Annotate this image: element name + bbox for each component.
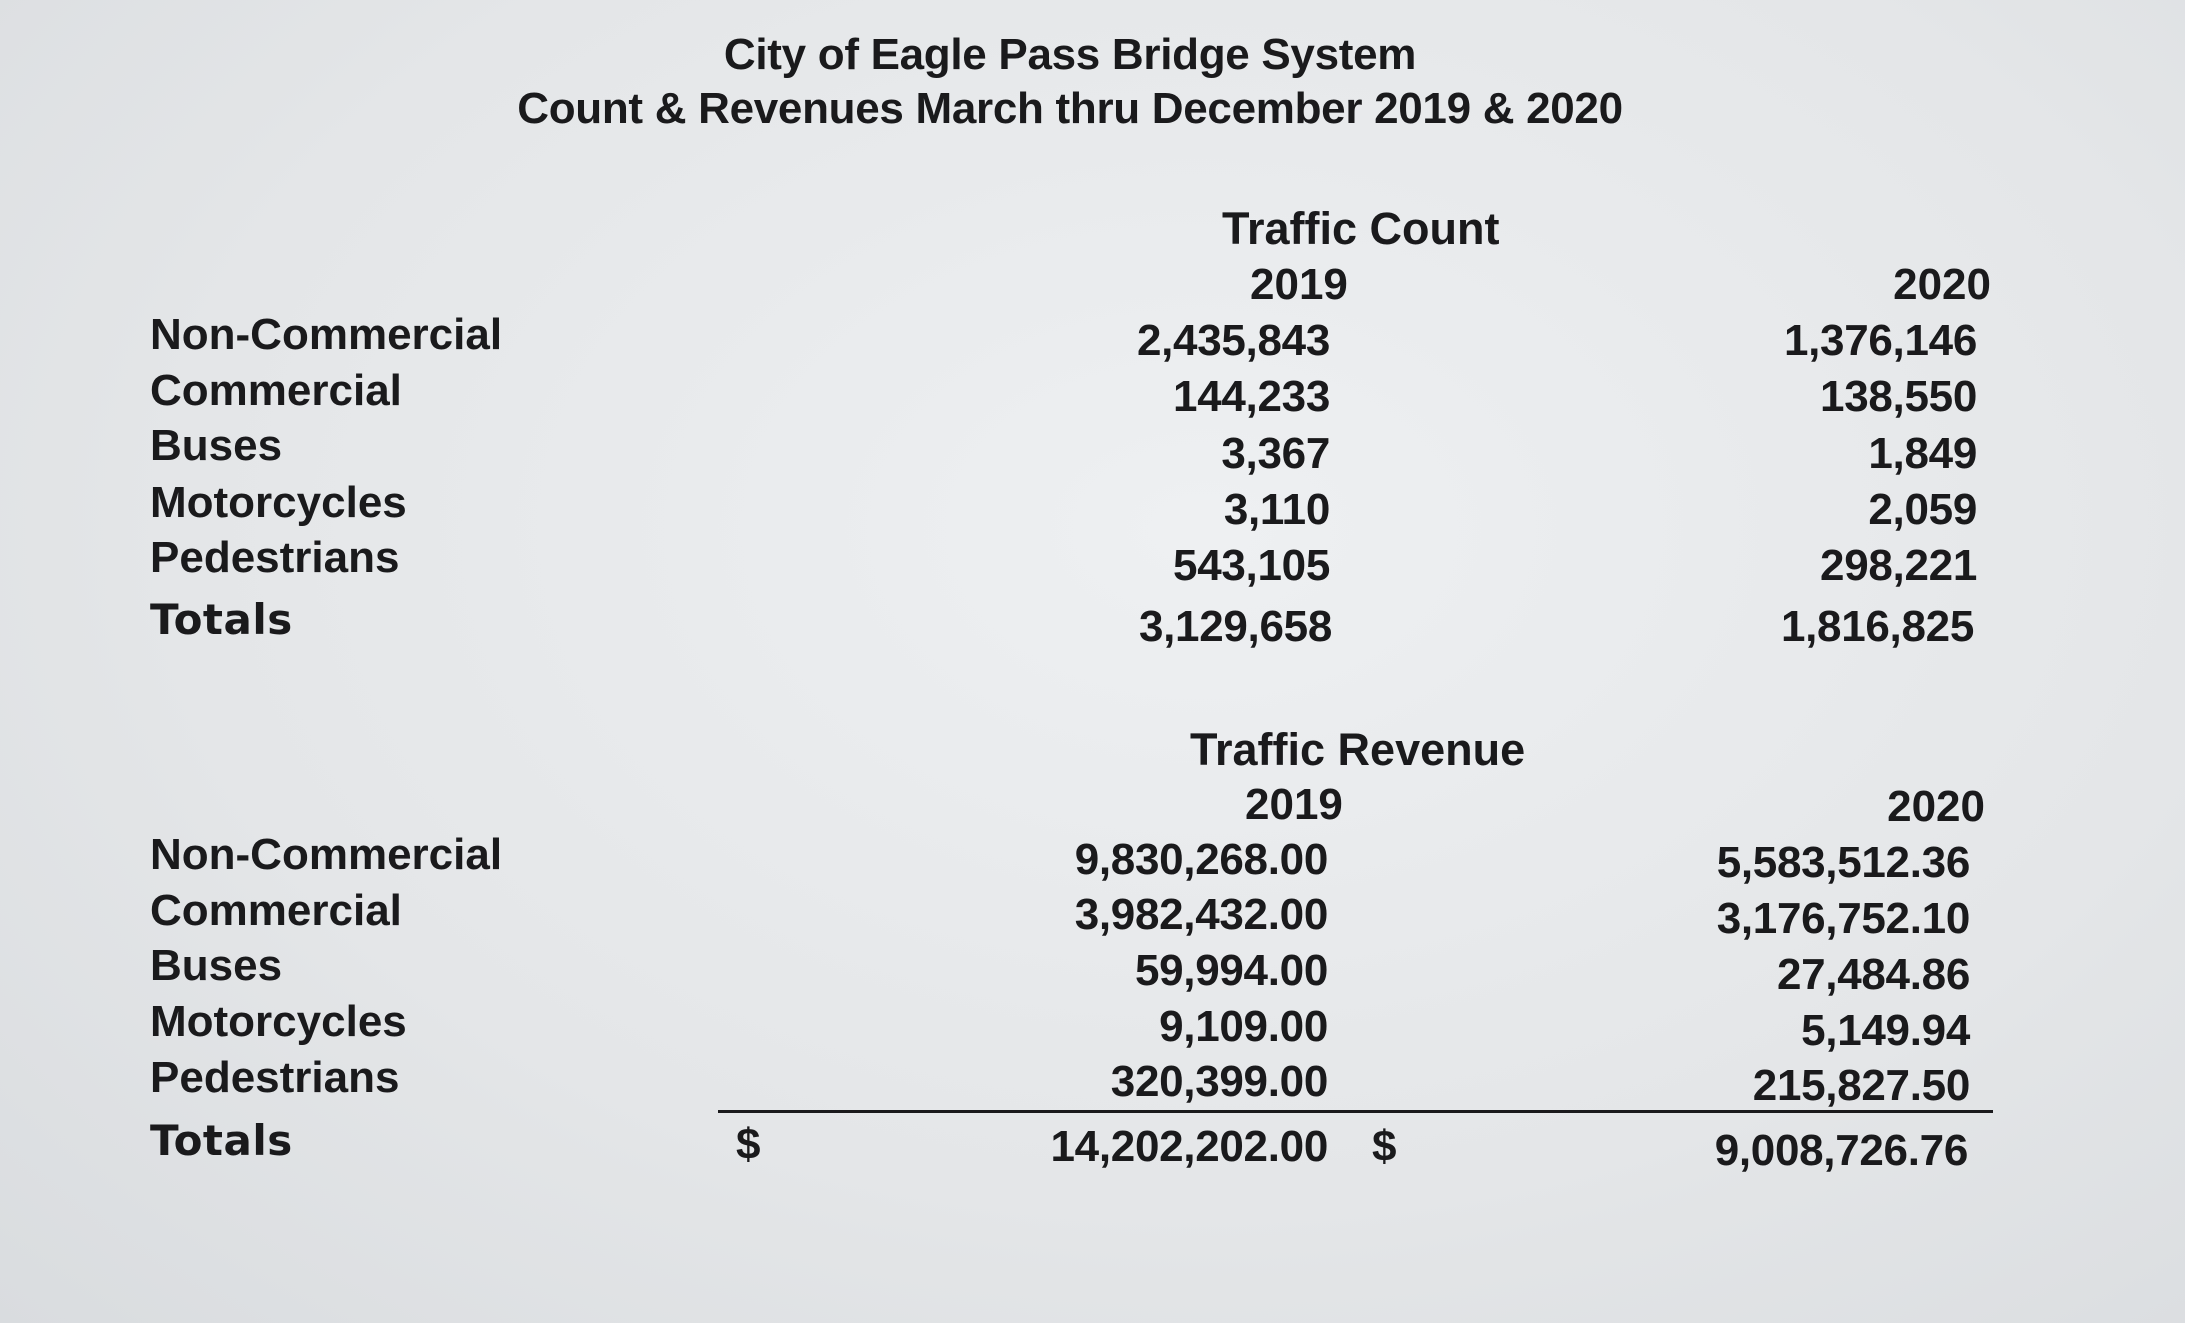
count-2020-non-commercial: 1,376,146 (1783, 316, 1977, 365)
totals-underline-rule (718, 1110, 1993, 1113)
revenue-2019-commercial: 3,982,432.00 (1074, 890, 1328, 939)
count-2020-total: 1,816,825 (1780, 602, 1974, 651)
revenue-2019-total: 14,202,202.00 (1050, 1122, 1328, 1171)
revenue-2020-commercial: 3,176,752.10 (1716, 894, 1970, 943)
count-label-pedestrians: Pedestrians (150, 533, 400, 582)
count-2020-buses: 1,849 (1868, 429, 1977, 478)
revenue-label-non-commercial: Non-Commercial (150, 830, 503, 879)
traffic-revenue-heading: Traffic Revenue (1190, 724, 1526, 775)
traffic-revenue-year-2020: 2020 (1887, 782, 1985, 831)
revenue-label-motorcycles: Motorcycles (150, 997, 407, 1046)
revenue-2020-motorcycles: 5,149.94 (1801, 1006, 1970, 1055)
document-subtitle: Count & Revenues March thru December 2019 & 2020 (517, 84, 1623, 133)
count-label-totals: Totals (150, 595, 293, 644)
count-2019-pedestrians: 543,105 (1173, 541, 1330, 590)
revenue-label-pedestrians: Pedestrians (150, 1053, 400, 1102)
count-2019-motorcycles: 3,110 (1223, 485, 1330, 534)
revenue-label-totals: Totals (150, 1116, 293, 1165)
count-2020-motorcycles: 2,059 (1868, 485, 1977, 534)
revenue-2019-motorcycles: 9,109.00 (1159, 1002, 1328, 1051)
revenue-2020-total: 9,008,726.76 (1714, 1126, 1968, 1175)
revenue-2020-non-commercial: 5,583,512.36 (1716, 838, 1970, 887)
count-2019-buses: 3,367 (1221, 429, 1330, 478)
count-2019-commercial: 144,233 (1173, 372, 1330, 421)
revenue-2019-non-commercial: 9,830,268.00 (1074, 835, 1328, 884)
revenue-label-commercial: Commercial (150, 886, 402, 935)
count-label-commercial: Commercial (150, 366, 402, 415)
traffic-count-year-2019: 2019 (1250, 260, 1348, 309)
count-label-motorcycles: Motorcycles (150, 478, 407, 527)
traffic-count-year-2020: 2020 (1893, 260, 1991, 309)
revenue-2019-buses: 59,994.00 (1134, 946, 1328, 995)
count-label-non-commercial: Non-Commercial (150, 310, 503, 359)
revenue-2019-pedestrians: 320,399.00 (1110, 1057, 1328, 1106)
count-2020-pedestrians: 298,221 (1820, 541, 1977, 590)
count-label-buses: Buses (150, 421, 283, 470)
revenue-2020-currency-symbol: $ (1372, 1122, 1397, 1171)
revenue-label-buses: Buses (150, 941, 283, 990)
count-2019-non-commercial: 2,435,843 (1136, 316, 1330, 365)
count-2019-total: 3,129,658 (1138, 602, 1332, 651)
revenue-2020-pedestrians: 215,827.50 (1752, 1061, 1970, 1110)
count-2020-commercial: 138,550 (1820, 372, 1977, 421)
traffic-revenue-year-2019: 2019 (1245, 780, 1343, 829)
traffic-count-heading: Traffic Count (1222, 203, 1500, 254)
revenue-2020-buses: 27,484.86 (1776, 950, 1970, 999)
document-title: City of Eagle Pass Bridge System (723, 30, 1417, 79)
revenue-2019-currency-symbol: $ (736, 1120, 761, 1169)
